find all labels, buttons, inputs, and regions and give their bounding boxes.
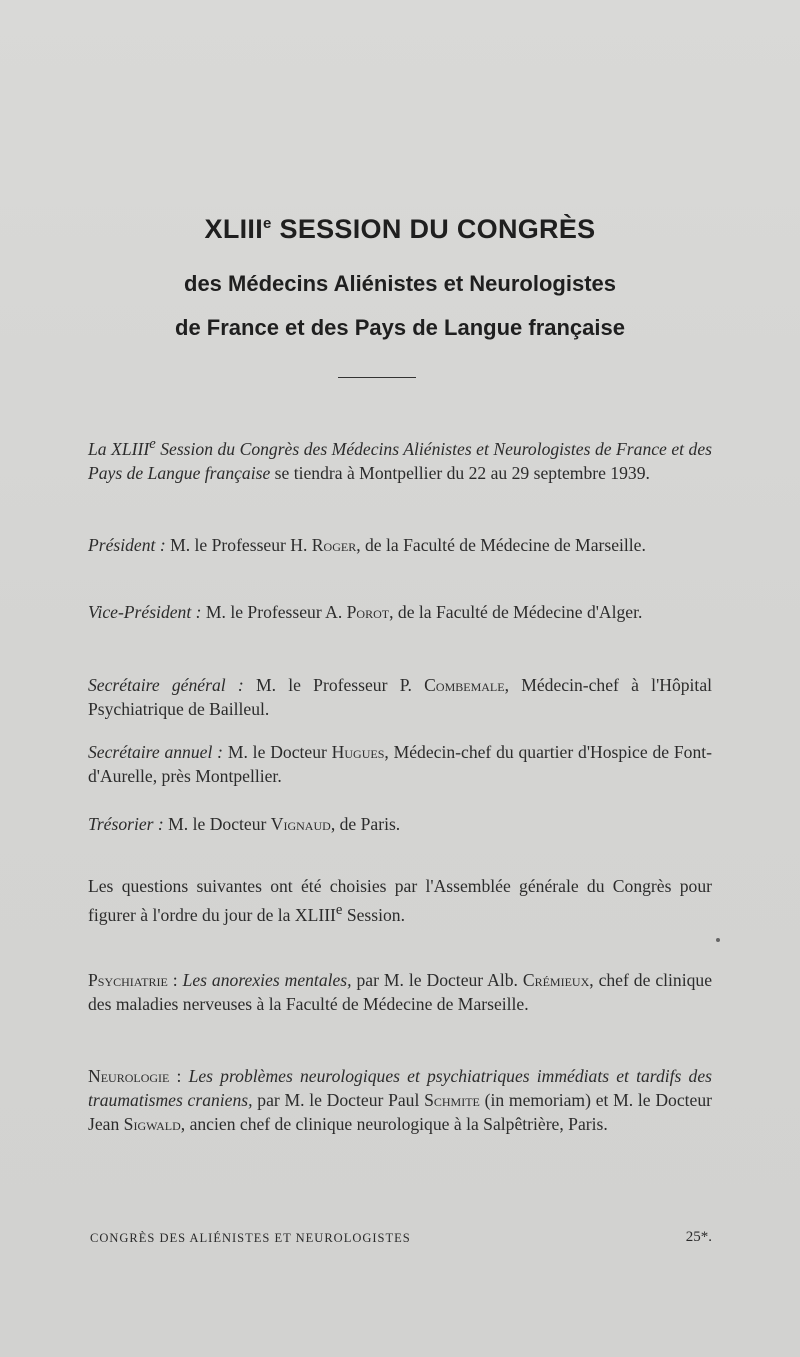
officer-secretary-general — [88, 673, 712, 721]
officer-role: Trésorier : — [88, 814, 164, 834]
title-text: SESSION DU CONGRÈS — [271, 214, 596, 244]
officer-text: , Médecin-chef à l'Hôpital Psychiatrique de Bailleul. — [88, 675, 713, 719]
topic-author: Crémieux — [522, 970, 590, 990]
officer-name: Hugues — [331, 742, 385, 762]
topic-colon: : — [169, 1066, 189, 1086]
officer-text: M. le Professeur H. — [165, 535, 312, 555]
psychiatry-topic — [88, 968, 712, 1016]
officer-role: Président : — [88, 535, 166, 555]
officer-annual-secretary — [88, 740, 712, 788]
topic-author: Sigwald — [123, 1114, 181, 1134]
page-number: 25*. — [685, 1229, 712, 1245]
title-roman-numeral: XLIII — [204, 214, 264, 244]
topic-label: Psychiatrie — [88, 970, 168, 990]
officer-name: Vignaud — [270, 814, 331, 834]
officer-text: , Médecin-chef du quartier d'Hospice de Font-d'Aurelle, près Montpellier. — [88, 742, 712, 786]
intro-superscript: e — [149, 436, 156, 452]
topic-text: (in memoriam) et M. le Docteur Jean — [88, 1090, 712, 1134]
margin-dot — [716, 938, 720, 942]
intro-italic-b: Session du Congrès des Médecins Aliénistes et Neurologistes de France et des Pays de Langue française — [88, 438, 713, 483]
officer-name: Combemale — [424, 675, 505, 695]
topic-author: Schmite — [424, 1090, 480, 1110]
topic-text: par M. le Docteur Paul — [252, 1090, 425, 1110]
officer-treasurer — [88, 812, 712, 836]
subtitle-line-2: de France et des Pays de Langue française — [175, 315, 625, 340]
topic-text: par M. le Docteur Alb. — [351, 970, 523, 990]
officer-text: , de la Faculté de Médecine de Marseille. — [356, 535, 646, 555]
topic-text: , ancien chef de clinique neurologique à la Salpêtrière, Paris. — [180, 1114, 608, 1134]
officer-text: M. le Professeur A. — [201, 602, 347, 622]
topic-title: Les anorexies mentales, — [182, 970, 352, 990]
intro-rest: se tiendra à Montpellier du 22 au 29 septembre 1939. — [270, 462, 650, 483]
questions-superscript: e — [335, 902, 343, 918]
officer-name: Porot — [346, 602, 390, 622]
intro-paragraph — [88, 432, 712, 485]
officer-text: M. le Docteur — [223, 742, 332, 762]
topic-title: Les problèmes neurologiques et psychiatriques immédiats et tardifs des traumatismes craniens, — [88, 1066, 712, 1110]
topic-label: Neurologie — [88, 1066, 170, 1086]
officer-text: , de la Faculté de Médecine d'Alger. — [389, 602, 643, 622]
officer-name: Roger — [311, 535, 357, 555]
officer-role: Vice-Président : — [88, 602, 202, 622]
officer-text: , de Paris. — [330, 814, 401, 834]
officer-text: M. le Professeur P. — [243, 675, 425, 695]
title-superscript: e — [263, 215, 272, 232]
questions-paragraph — [88, 874, 712, 927]
officer-text: M. le Docteur — [163, 814, 271, 834]
questions-text-end: Session. — [342, 904, 406, 925]
questions-text: Les questions suivantes ont été choisies par l'Assemblée générale du Congrès pour figurer à l'ordre du jour de la XLIII — [88, 876, 712, 925]
subtitle-line-1: des Médecins Aliénistes et Neurologistes — [184, 271, 616, 296]
topic-colon: : — [167, 970, 183, 990]
officer-president — [88, 533, 712, 557]
officer-role: Secrétaire général : — [88, 675, 244, 695]
intro-italic-a: La XLIII — [88, 438, 150, 459]
neurology-topic — [88, 1064, 712, 1136]
topic-text: , chef de clinique des maladies nerveuses à la Faculté de Médecine de Marseille. — [88, 970, 712, 1014]
title-divider — [338, 377, 416, 378]
officer-vice-president — [88, 600, 712, 624]
running-footer: CONGRÈS DES ALIÉNISTES ET NEUROLOGISTES — [90, 1231, 411, 1245]
session-title — [0, 214, 800, 245]
officer-role: Secrétaire annuel : — [88, 742, 224, 762]
